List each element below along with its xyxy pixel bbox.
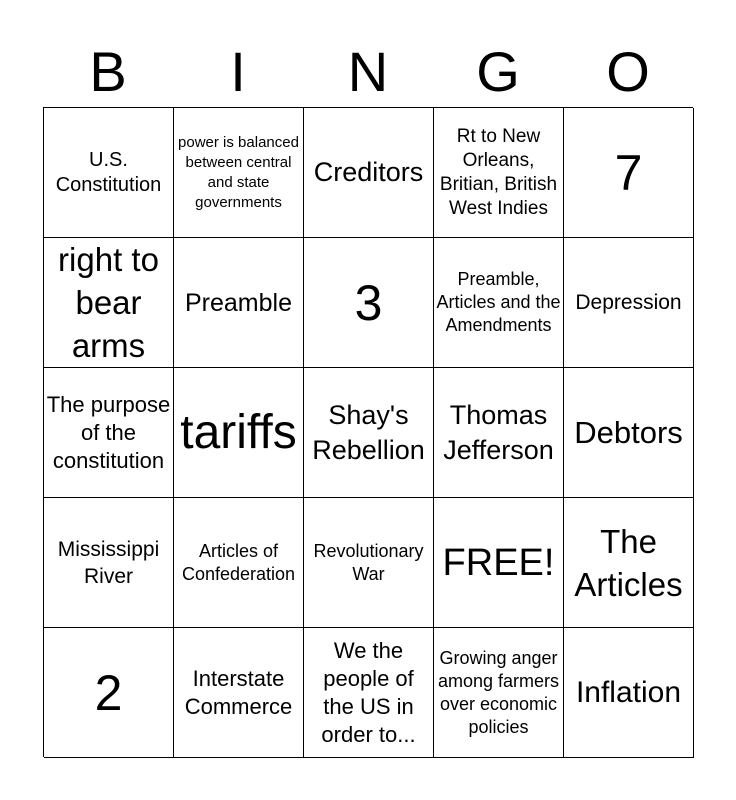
header-letter-n: N bbox=[347, 40, 389, 103]
bingo-cell[interactable] bbox=[434, 498, 564, 628]
cell-text: Rt to New Orleans, Britian, British West Indies bbox=[439, 125, 558, 219]
header-letter-g: G bbox=[476, 40, 520, 103]
cell-text: right to bear arms bbox=[58, 241, 159, 364]
bingo-cell[interactable] bbox=[304, 368, 434, 498]
cell-text: tariffs bbox=[180, 405, 297, 459]
header-letter-b: B bbox=[89, 40, 127, 103]
cell-text: Creditors bbox=[313, 157, 424, 187]
bingo-header bbox=[43, 36, 693, 108]
cell-text: Articles of Confederation bbox=[181, 540, 296, 584]
bingo-card-grid bbox=[43, 107, 693, 757]
bingo-cell[interactable] bbox=[174, 368, 304, 498]
header-letter-o: O bbox=[606, 40, 650, 103]
bingo-cell[interactable] bbox=[44, 108, 174, 238]
bingo-cell[interactable] bbox=[174, 498, 304, 628]
bingo-cell[interactable] bbox=[434, 238, 564, 368]
bingo-cell[interactable] bbox=[564, 108, 694, 238]
bingo-cell[interactable] bbox=[174, 108, 304, 238]
bingo-cell[interactable] bbox=[564, 368, 694, 498]
bingo-cell[interactable] bbox=[174, 238, 304, 368]
cell-text: We the people of the US in order to... bbox=[321, 637, 416, 747]
cell-text: Depression bbox=[575, 291, 682, 314]
cell-text: Thomas Jefferson bbox=[443, 399, 554, 465]
bingo-cell[interactable] bbox=[434, 108, 564, 238]
cell-text: Inflation bbox=[575, 676, 682, 709]
cell-text: Preamble bbox=[185, 288, 292, 317]
bingo-cell[interactable] bbox=[434, 368, 564, 498]
cell-text: Mississippi River bbox=[57, 537, 160, 588]
bingo-cell[interactable] bbox=[304, 628, 434, 758]
cell-text: 2 bbox=[94, 664, 123, 721]
cell-text: The Articles bbox=[574, 522, 683, 603]
bingo-cell[interactable] bbox=[304, 498, 434, 628]
cell-text: Growing anger among farmers over economic policies bbox=[437, 647, 560, 737]
header-letter-i: I bbox=[230, 40, 246, 103]
cell-text: power is balanced between central and state governments bbox=[178, 133, 299, 211]
cell-text: U.S. Constitution bbox=[55, 148, 162, 196]
bingo-cell[interactable] bbox=[44, 628, 174, 758]
bingo-cell[interactable] bbox=[564, 238, 694, 368]
cell-text: The purpose of the constitution bbox=[46, 391, 171, 473]
bingo-cell[interactable] bbox=[564, 498, 694, 628]
cell-text: Shay's Rebellion bbox=[312, 399, 425, 465]
bingo-cell[interactable] bbox=[564, 628, 694, 758]
cell-text: 3 bbox=[354, 274, 383, 331]
bingo-cell[interactable] bbox=[44, 238, 174, 368]
bingo-cell[interactable] bbox=[174, 628, 304, 758]
bingo-cell[interactable] bbox=[434, 628, 564, 758]
cell-text: Revolutionary War bbox=[313, 540, 424, 584]
cell-text: Preamble, Articles and the Amendments bbox=[436, 269, 561, 335]
bingo-cell[interactable] bbox=[304, 108, 434, 238]
cell-text: FREE! bbox=[442, 541, 555, 584]
bingo-cell[interactable] bbox=[44, 368, 174, 498]
bingo-cell[interactable] bbox=[44, 498, 174, 628]
cell-text: Interstate Commerce bbox=[184, 665, 293, 719]
cell-text: Debtors bbox=[574, 415, 683, 450]
bingo-cell[interactable] bbox=[304, 238, 434, 368]
cell-text: 7 bbox=[614, 144, 643, 201]
